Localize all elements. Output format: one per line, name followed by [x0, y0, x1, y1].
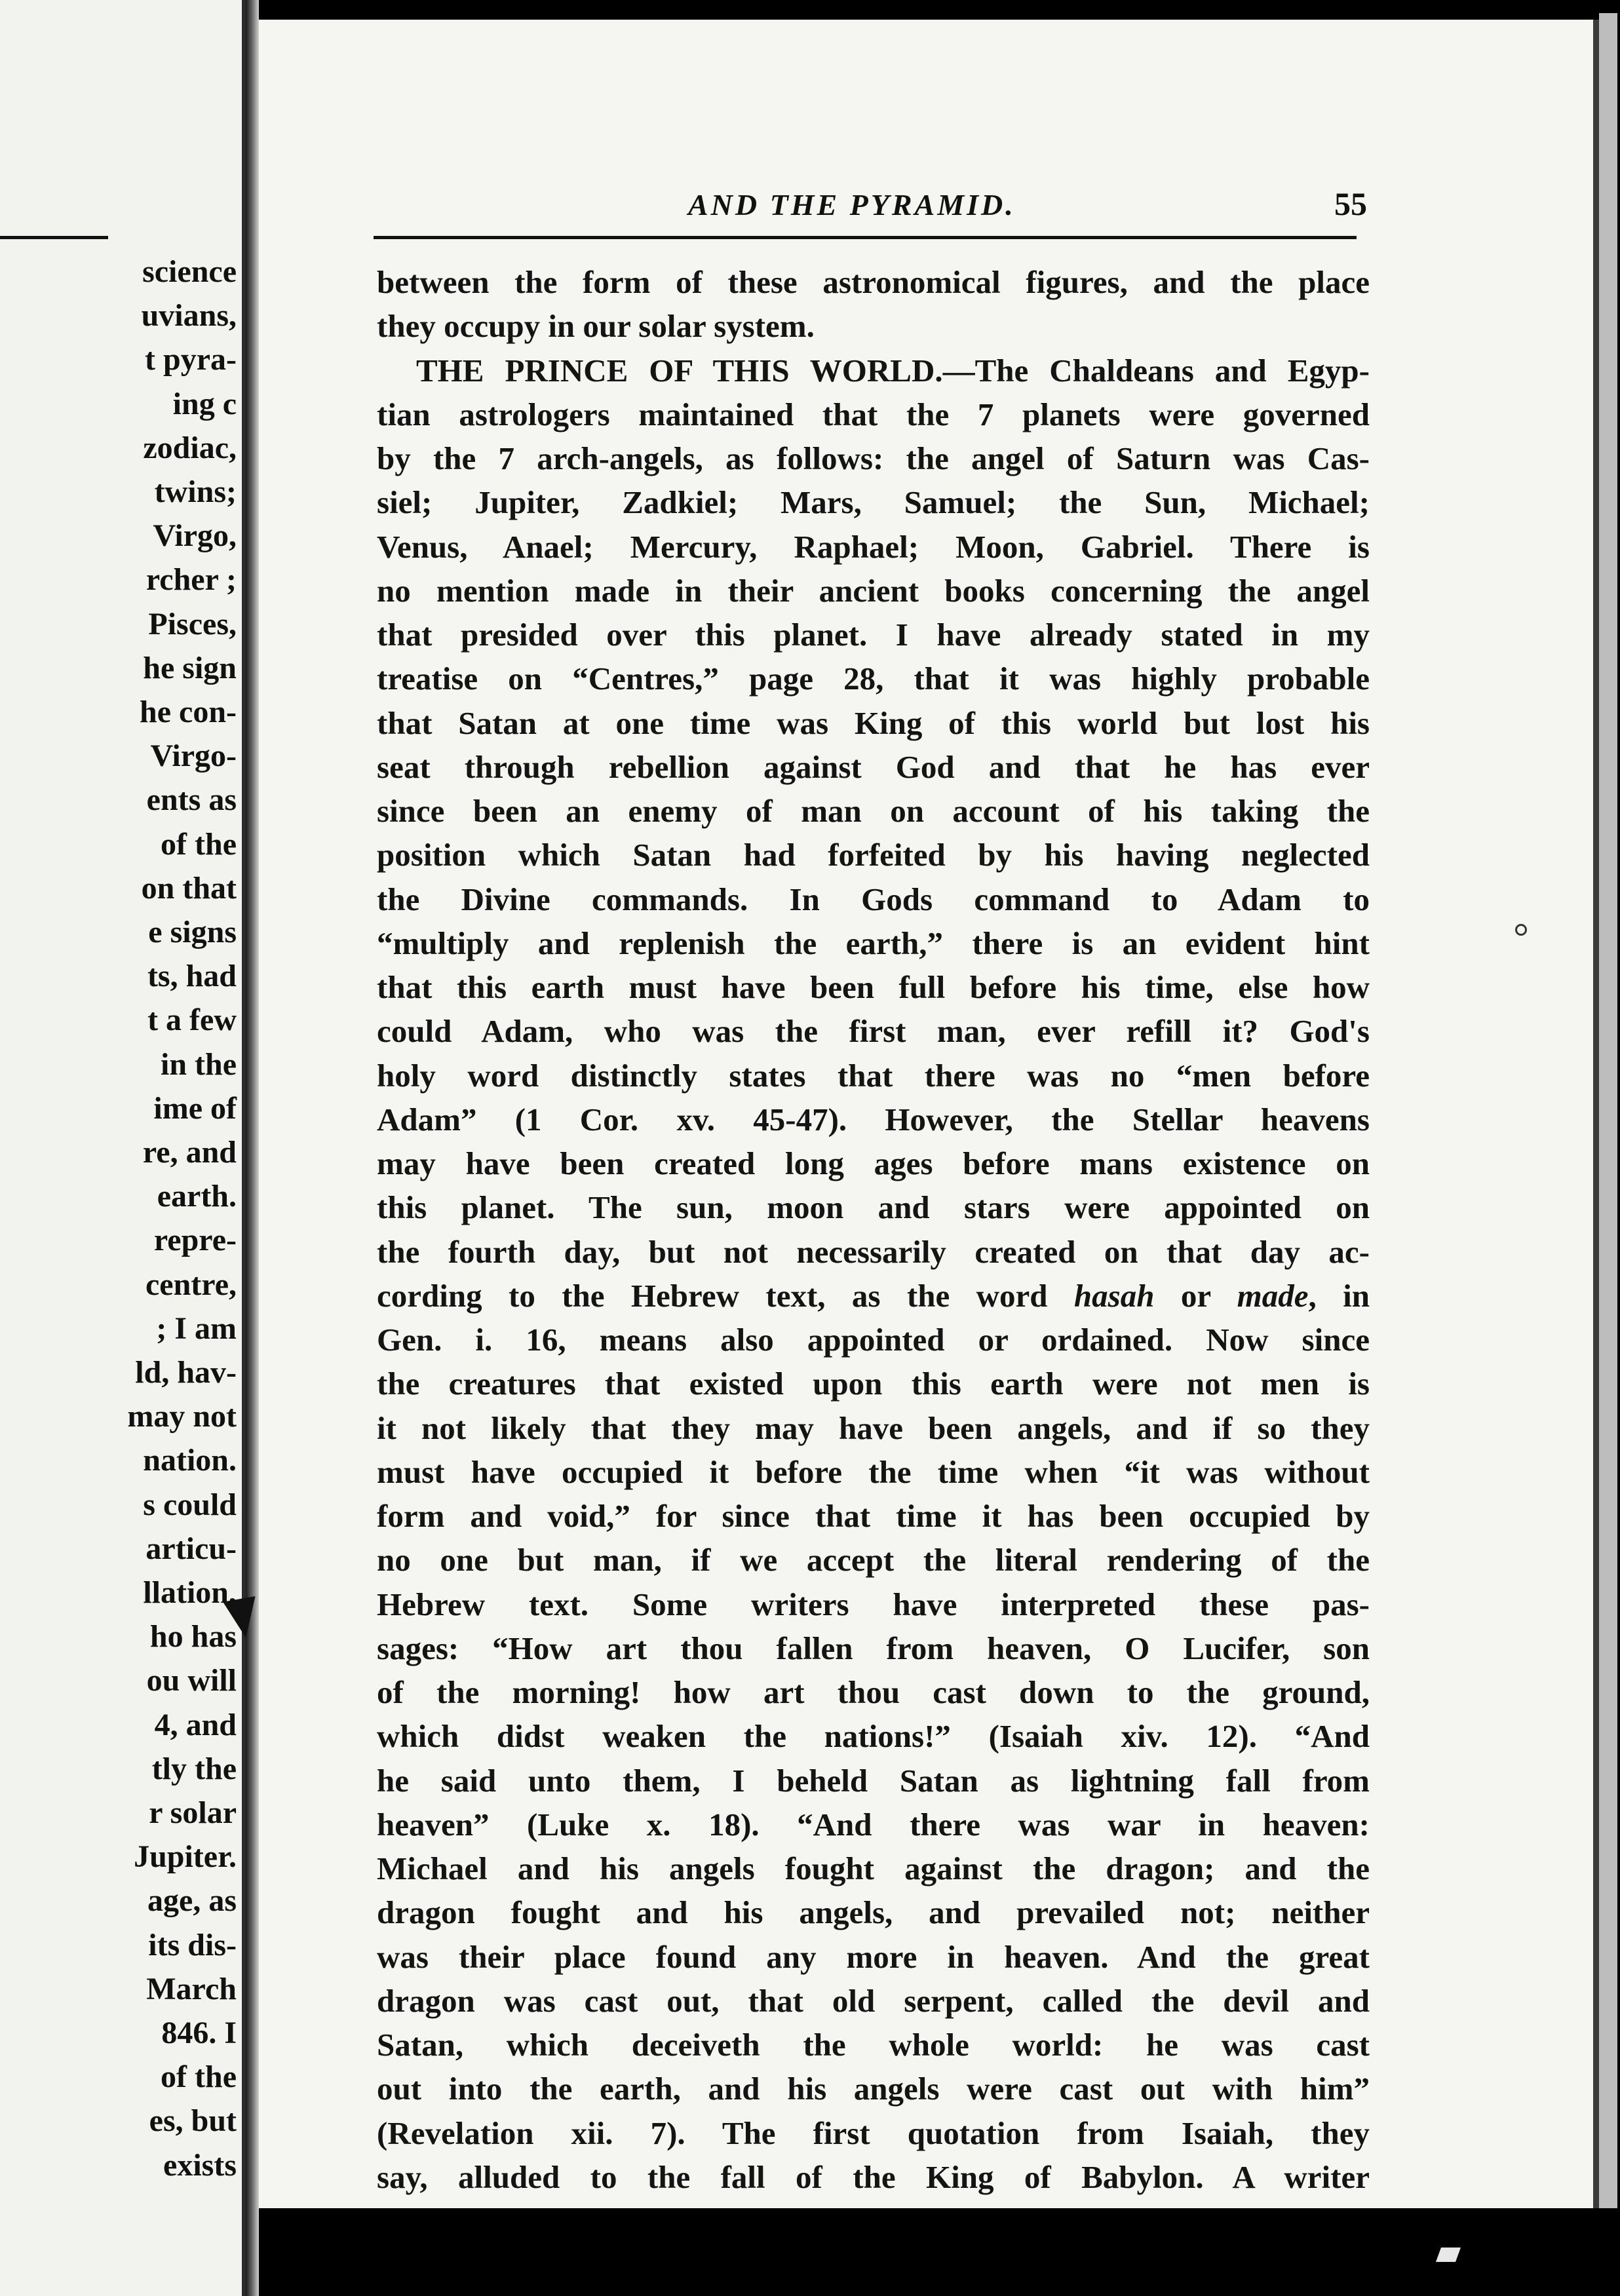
left-text-line: r solar: [149, 1795, 237, 1830]
text-line: which didst weaken the nations!” (Isaiah xiv. 12). “And: [377, 1718, 1370, 1755]
text-line: siel; Jupiter, Zadkiel; Mars, Samuel; the Sun, Michael;: [377, 484, 1370, 521]
text-line: that this earth must have been full before his time, else how: [377, 969, 1370, 1005]
text-line: was their place found any more in heaven. And the great: [377, 1938, 1370, 1975]
left-text-line: of the: [161, 826, 237, 862]
text-line: it not likely that they may have been angels, and if so they: [377, 1409, 1370, 1446]
left-text-line: may not: [127, 1399, 237, 1434]
left-text-line: Virgo-: [150, 738, 237, 774]
left-text-line: 4, and: [154, 1707, 237, 1742]
left-text-line: uvians,: [141, 298, 237, 334]
text-line: of the morning! how art thou cast down to the ground,: [377, 1674, 1370, 1710]
left-header-rule: [0, 236, 108, 239]
left-text-line: ; I am: [156, 1311, 237, 1346]
left-text-line: nation.: [143, 1443, 237, 1478]
left-text-line: he con-: [140, 695, 237, 729]
text-line: may have been created long ages before mans existence on: [377, 1145, 1370, 1181]
left-text-line: ing c: [172, 386, 237, 421]
text-line: the creatures that existed upon this earth were not men is: [377, 1366, 1370, 1402]
text-line: out into the earth, and his angels were cast out with him”: [377, 2071, 1370, 2107]
italic-term: hasah: [1073, 1277, 1155, 1314]
left-text-line: tly the: [151, 1751, 237, 1786]
text-line: dragon fought and his angels, and prevailed not; neither: [377, 1894, 1370, 1931]
text-line: holy word distinctly states that there was no “men before: [377, 1057, 1370, 1094]
text-line: since been an enemy of man on account of his taking the: [377, 793, 1370, 829]
scan-background-bottom: [259, 2208, 1620, 2296]
left-text-line: ents as: [146, 782, 237, 818]
text-line: no one but man, if we accept the literal rendering of the: [377, 1542, 1370, 1578]
text-line: sages: “How art thou fallen from heaven, O Lucifer, son: [377, 1630, 1370, 1666]
left-text-line: repre-: [153, 1223, 237, 1258]
left-text-line: ts, had: [147, 959, 237, 994]
left-text-line: Pisces,: [148, 606, 237, 641]
text-line: they occupy in our solar system.: [377, 308, 815, 345]
left-text-line: zodiac,: [143, 430, 237, 465]
left-text-line: March: [146, 1971, 237, 2006]
text-line: say, alluded to the fall of the King of Babylon. A writer: [377, 2158, 1370, 2195]
text-line: position which Satan had forfeited by his having neglected: [377, 837, 1370, 873]
left-text-line: ho has: [149, 1619, 237, 1655]
left-page-fragment: [0, 0, 246, 2296]
text-line: the fourth day, but not necessarily created on that day ac-: [377, 1233, 1370, 1270]
left-text-line: in the: [160, 1046, 237, 1082]
text-line: Satan, which deceiveth the whole world: he was cast: [377, 2027, 1370, 2063]
left-text-line: age, as: [147, 1883, 237, 1919]
text-line: he said unto them, I beheld Satan as lightning fall from: [377, 1762, 1370, 1799]
left-text-line: earth.: [157, 1179, 237, 1214]
left-text-line: rcher ;: [145, 562, 237, 598]
text-line: Michael and his angels fought against the dragon; and the: [377, 1850, 1370, 1886]
left-text-line: ld, hav-: [135, 1355, 237, 1390]
left-text-line: s could: [143, 1487, 237, 1522]
text-line: Adam” (1 Cor. xv. 45-47). However, the Stellar heavens: [377, 1101, 1370, 1138]
left-text-line: articu-: [145, 1531, 237, 1566]
text-line: Venus, Anael; Mercury, Raphael; Moon, Gabriel. There is: [377, 528, 1370, 565]
left-text-line: centre,: [145, 1267, 237, 1302]
page-edge: [1599, 13, 1617, 2208]
stray-mark: [1515, 924, 1527, 936]
text-line: (Revelation xii. 7). The first quotation from Isaiah, they: [377, 2114, 1370, 2151]
text-line: this planet. The sun, moon and stars were appointed on: [377, 1189, 1370, 1226]
text-line: tian astrologers maintained that the 7 planets were governed: [377, 396, 1370, 432]
header-rule: [374, 236, 1357, 239]
text-line: must have occupied it before the time when “it was without: [377, 1453, 1370, 1490]
left-text-line: ou will: [146, 1663, 237, 1698]
left-text-line: he sign: [143, 650, 237, 685]
left-text-line: science: [142, 254, 237, 289]
text-line: could Adam, who was the first man, ever refill it? God's: [377, 1013, 1370, 1050]
left-text-line: Virgo,: [153, 518, 237, 554]
left-text-line: exists: [163, 2147, 237, 2183]
running-head: AND THE PYRAMID.: [688, 188, 1016, 221]
left-text-line: re, and: [142, 1135, 237, 1170]
left-text-line: twins;: [154, 474, 237, 509]
left-text-line: 846. I: [161, 2016, 237, 2050]
italic-term: made: [1237, 1277, 1309, 1314]
text-line: Gen. i. 16, means also appointed or ordained. Now since: [377, 1322, 1370, 1358]
left-text-line: of the: [161, 2059, 237, 2095]
left-text-line: its dis-: [148, 1927, 237, 1962]
text-line: heaven” (Luke x. 18). “And there was war in heaven:: [377, 1806, 1370, 1843]
left-text-line: ime of: [153, 1090, 237, 1126]
text-line: THE PRINCE OF THIS WORLD.—The Chaldeans and Egyp-: [416, 352, 1370, 389]
left-text-line: t pyra-: [145, 342, 237, 377]
left-text-line: es, but: [149, 2103, 237, 2139]
text-line: by the 7 arch-angels, as follows: the angel of Saturn was Cas-: [377, 440, 1370, 476]
text-line: no mention made in their ancient books concerning the angel: [377, 572, 1370, 609]
text-line: treatise on “Centres,” page 28, that it was highly probable: [377, 660, 1370, 697]
book-gutter: [246, 0, 259, 2296]
text-line: that Satan at one time was King of this world but lost his: [377, 704, 1370, 741]
text-line: the Divine commands. In Gods command to Adam to: [377, 881, 1370, 917]
text-line: form and void,” for since that time it has been occupied by: [377, 1498, 1370, 1534]
text-line: seat through rebellion against God and that he has ever: [377, 748, 1370, 785]
left-text-line: t a few: [147, 1003, 237, 1038]
left-text-line: llation,: [143, 1575, 237, 1610]
text-line: that presided over this planet. I have already stated in my: [377, 617, 1370, 653]
section-heading: THE PRINCE OF THIS WORLD.: [416, 352, 943, 389]
text-line: between the form of these astronomical figures, and the place: [377, 264, 1370, 300]
text-line: Hebrew text. Some writers have interpreted these pas-: [377, 1586, 1370, 1622]
text-line: cording to the Hebrew text, as the word hasah or made, in: [377, 1277, 1370, 1314]
left-text-line: on that: [141, 870, 237, 906]
page-number: 55: [1334, 185, 1367, 222]
text-line: “multiply and replenish the earth,” there is an evident hint: [377, 925, 1370, 961]
left-text-line: e signs: [148, 915, 237, 949]
left-text-line: Jupiter.: [134, 1839, 237, 1875]
text-line: dragon was cast out, that old serpent, called the devil and: [377, 1982, 1370, 2019]
gutter-mark: [223, 1596, 262, 1641]
